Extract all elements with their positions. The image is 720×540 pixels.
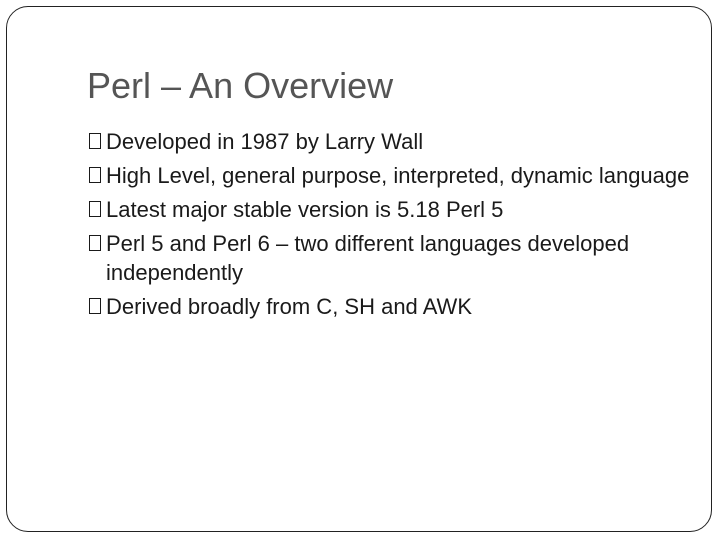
bullet-text: Latest major stable version is 5.18 Perl 5 — [106, 197, 504, 222]
square-bullet-icon — [89, 167, 101, 183]
slide — [6, 6, 712, 532]
square-bullet-icon — [89, 235, 101, 251]
bullet-item — [89, 292, 709, 321]
bullet-list — [89, 127, 709, 326]
bullet-item — [89, 229, 709, 287]
bullet-item — [89, 161, 709, 190]
bullet-text: Perl 5 and Perl 6 – two different languages developed independently — [106, 231, 630, 285]
bullet-text: Derived broadly from C, SH and AWK — [106, 294, 472, 319]
square-bullet-icon — [89, 298, 101, 314]
bullet-item — [89, 195, 709, 224]
slide-title: Perl – An Overview — [87, 65, 394, 106]
square-bullet-icon — [89, 201, 101, 217]
bullet-text: High Level, general purpose, interpreted, dynamic language — [106, 163, 690, 188]
bullet-item — [89, 127, 709, 156]
bullet-text: Developed in 1987 by Larry Wall — [106, 129, 424, 154]
square-bullet-icon — [89, 133, 101, 149]
